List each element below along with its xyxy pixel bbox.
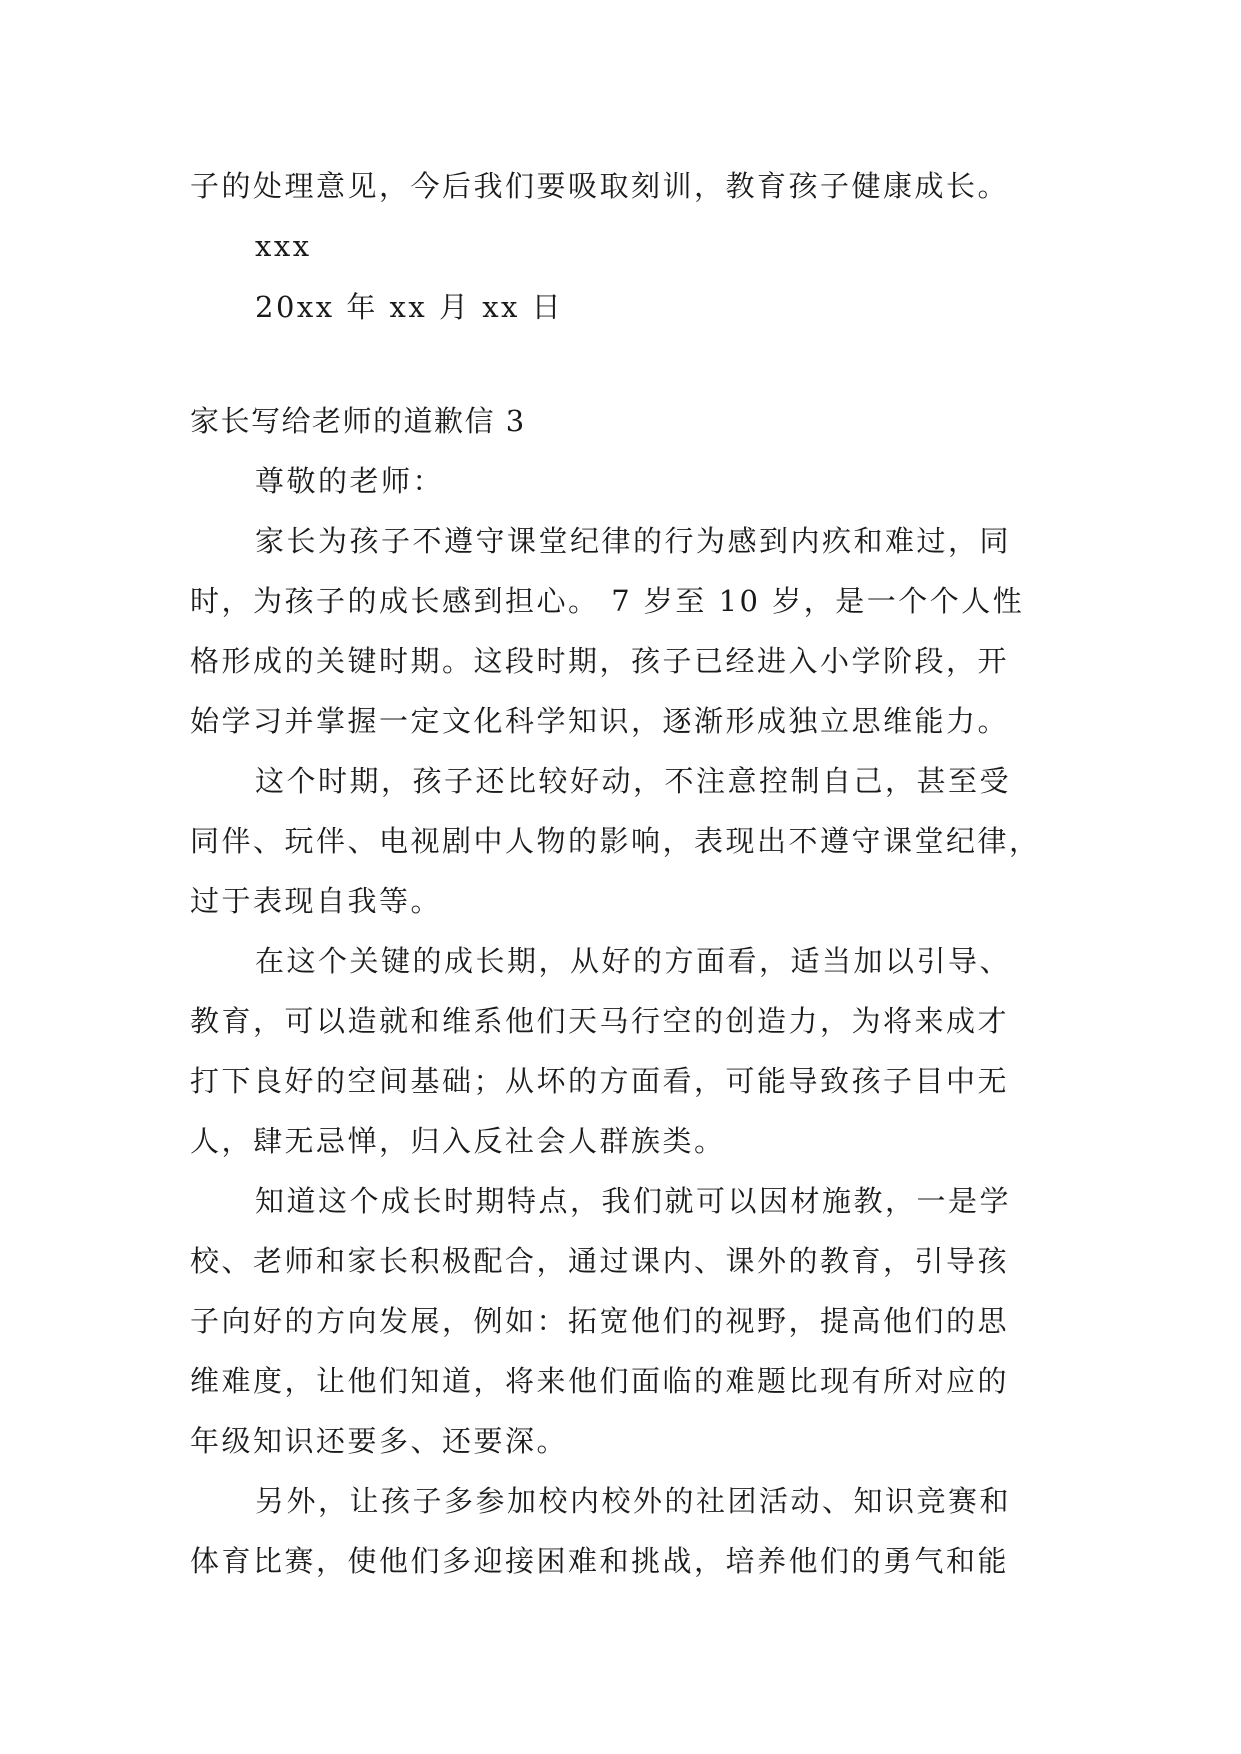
paragraph-1-line-3: 格形成的关键时期。这段时期，孩子已经进入小学阶段，开 — [190, 644, 1010, 678]
paragraph-4-line-4: 维难度，让他们知道，将来他们面临的难题比现有所对应的 — [190, 1364, 1010, 1398]
paragraph-3-line-3: 打下良好的空间基础；从坏的方面看，可能导致孩子目中无 — [190, 1064, 1010, 1098]
letter-heading: 家长写给老师的道歉信 3 — [190, 404, 526, 438]
paragraph-3-line-1: 在这个关键的成长期，从好的方面看，适当加以引导、 — [255, 944, 1012, 978]
paragraph-1-line-2: 时，为孩子的成长感到担心。 7 岁至 10 岁，是一个个人性 — [190, 584, 1025, 618]
paragraph-2-line-1: 这个时期，孩子还比较好动，不注意控制自己，甚至受 — [255, 764, 1012, 798]
salutation: 尊敬的老师： — [255, 464, 445, 498]
paragraph-5-line-2: 体育比赛，使他们多迎接困难和挑战，培养他们的勇气和能 — [190, 1544, 1010, 1578]
letter-date: 20xx 年 xx 月 xx 日 — [255, 290, 564, 324]
paragraph-2-line-2: 同伴、玩伴、电视剧中人物的影响，表现出不遵守课堂纪律， — [190, 824, 1041, 858]
paragraph-4-line-3: 子向好的方向发展，例如：拓宽他们的视野，提高他们的思 — [190, 1304, 1010, 1338]
signer-name: xxx — [255, 229, 312, 263]
paragraph-4-line-5: 年级知识还要多、还要深。 — [190, 1424, 569, 1458]
paragraph-3-line-4: 人，肆无忌惮，归入反社会人群族类。 — [190, 1124, 726, 1158]
paragraph-1-line-4: 始学习并掌握一定文化科学知识，逐渐形成独立思维能力。 — [190, 704, 1010, 738]
paragraph-5-line-1: 另外，让孩子多参加校内校外的社团活动、知识竞赛和 — [255, 1484, 1012, 1518]
paragraph-4-line-2: 校、老师和家长积极配合，通过课内、课外的教育，引导孩 — [190, 1244, 1010, 1278]
paragraph-2-line-3: 过于表现自我等。 — [190, 884, 443, 918]
paragraph-4-line-1: 知道这个成长时期特点，我们就可以因材施教，一是学 — [255, 1184, 1012, 1218]
continuation-line: 子的处理意见，今后我们要吸取刻训，教育孩子健康成长。 — [190, 169, 1010, 203]
paragraph-1-line-1: 家长为孩子不遵守课堂纪律的行为感到内疚和难过，同 — [255, 524, 1012, 558]
paragraph-3-line-2: 教育，可以造就和维系他们天马行空的创造力，为将来成才 — [190, 1004, 1010, 1038]
